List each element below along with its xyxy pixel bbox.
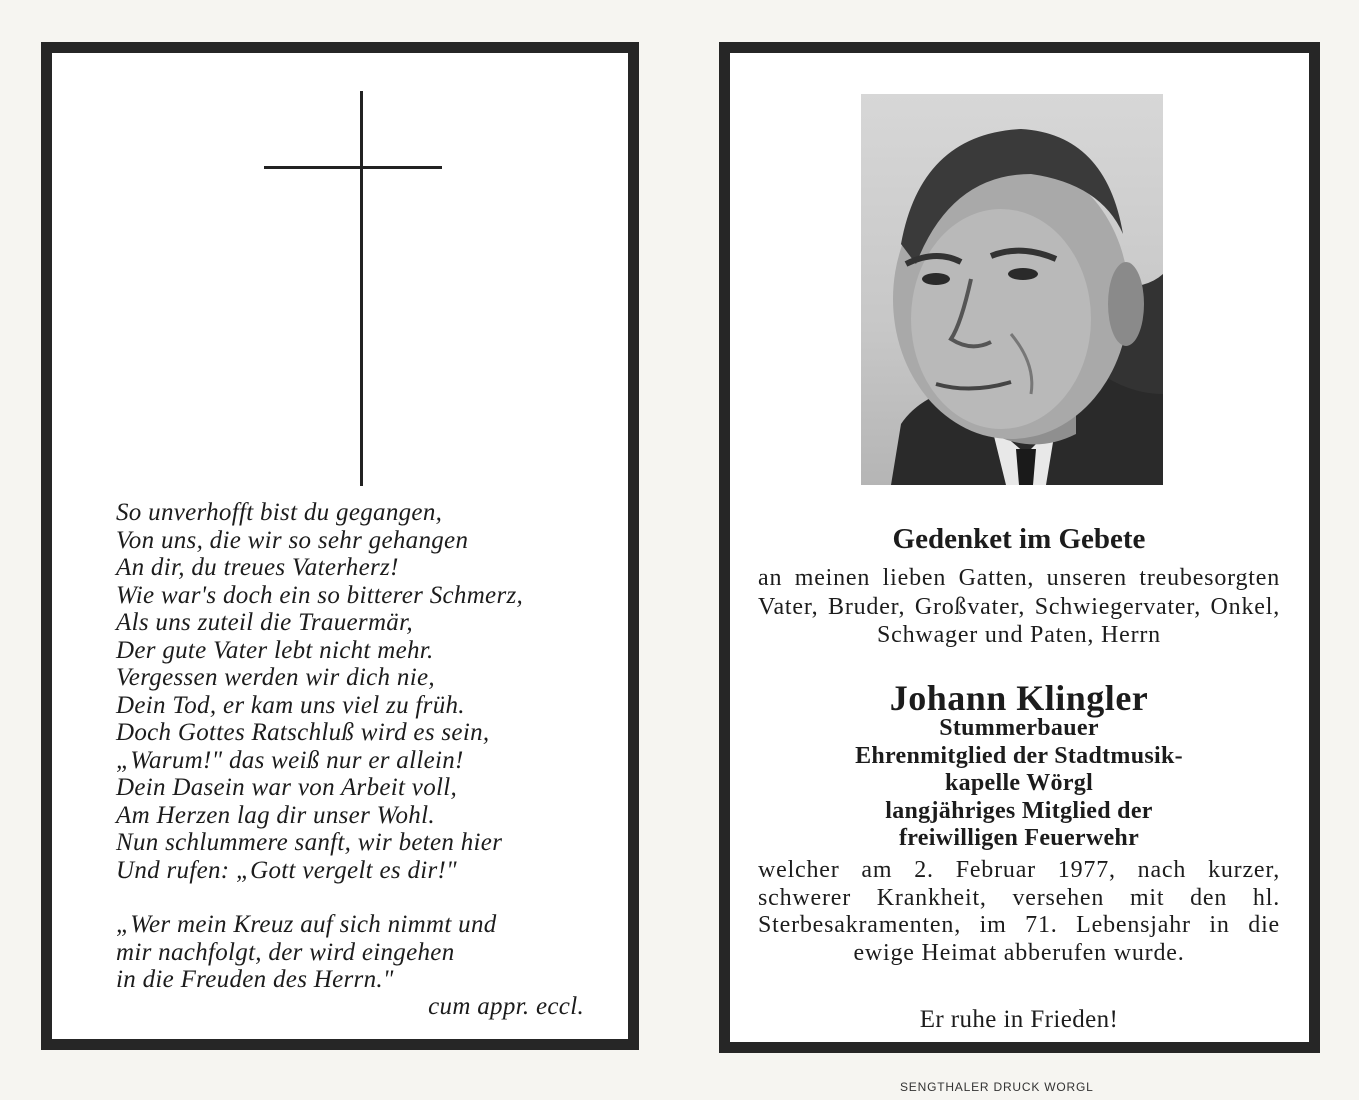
poem-line: So unverhofft bist du gegangen, [116,499,443,526]
poem-line: Dein Dasein war von Arbeit voll, [116,774,458,801]
quote-line: in die Freuden des Herrn." [116,966,394,993]
left-card-prayer-verse [41,42,639,1050]
quote-line: „Wer mein Kreuz auf sich nimmt und [116,911,497,938]
deceased-name: Johann Klingler [889,678,1149,718]
scripture-quote [116,911,616,994]
right-card-obituary [719,42,1320,1053]
poem-line: „Warum!" das weiß nur er allein! [116,746,464,774]
honor-line: Ehrenmitglied der Stadtmusik- [855,742,1183,769]
portrait-photo [861,94,1163,485]
poem-line: Doch Gottes Ratschluß wird es sein, [116,719,490,746]
portrait-illustration [861,94,1163,485]
poem-line: Wie war's doch ein so bitterer Schmerz, [116,581,524,609]
heading-pray-for: Gedenket im Gebete [892,523,1146,555]
poem-line: Vergessen werden wir dich nie, [116,664,435,691]
poem-line: Nun schlummere sanft, wir beten hier [116,829,503,856]
honor-line: freiwilligen Feuerwehr [898,825,1140,851]
memorial-poem [116,499,616,884]
cross-icon-horizontal [264,166,442,169]
printer-imprint: SENGTHALER DRUCK WORGL [900,1080,1094,1094]
death-notice: welcher am 2. Februar 1977, nach kurzer, schwerer Krankheit, versehen mit den hl. Sterbesakramenten, im 71. Lebensjahr in die ewige Heimat abberufen wurde. [758,857,1280,966]
honors-list [758,715,1280,853]
poem-line: Und rufen: „Gott vergelt es dir!" [116,856,457,884]
poem-line: Der gute Vater lebt nicht mehr. [116,636,434,664]
intro-text: an meinen lieben Gatten, unseren treubesorgten Vater, Bruder, Großvater, Schwiegervater, Onkel, Schwager und Paten, Herrn [758,565,1280,648]
poem-line: Am Herzen lag dir unser Wohl. [116,801,435,829]
poem-line: Von uns, die wir so sehr gehangen [116,526,469,554]
cross-icon-vertical [360,91,363,486]
closing-rest-in-peace: Er ruhe in Frieden! [919,1006,1119,1033]
honor-line: Stummerbauer [939,715,1099,741]
honor-line: kapelle Wörgl [944,770,1094,796]
poem-line: An dir, du treues Vaterherz! [116,554,399,581]
poem-line: Als uns zuteil die Trauermär, [116,609,413,636]
honor-line: langjähriges Mitglied der [885,797,1153,824]
church-approval: cum appr. eccl. [428,993,584,1020]
poem-line: Dein Tod, er kam uns viel zu früh. [116,691,465,719]
quote-line: mir nachfolgt, der wird eingehen [116,938,455,966]
